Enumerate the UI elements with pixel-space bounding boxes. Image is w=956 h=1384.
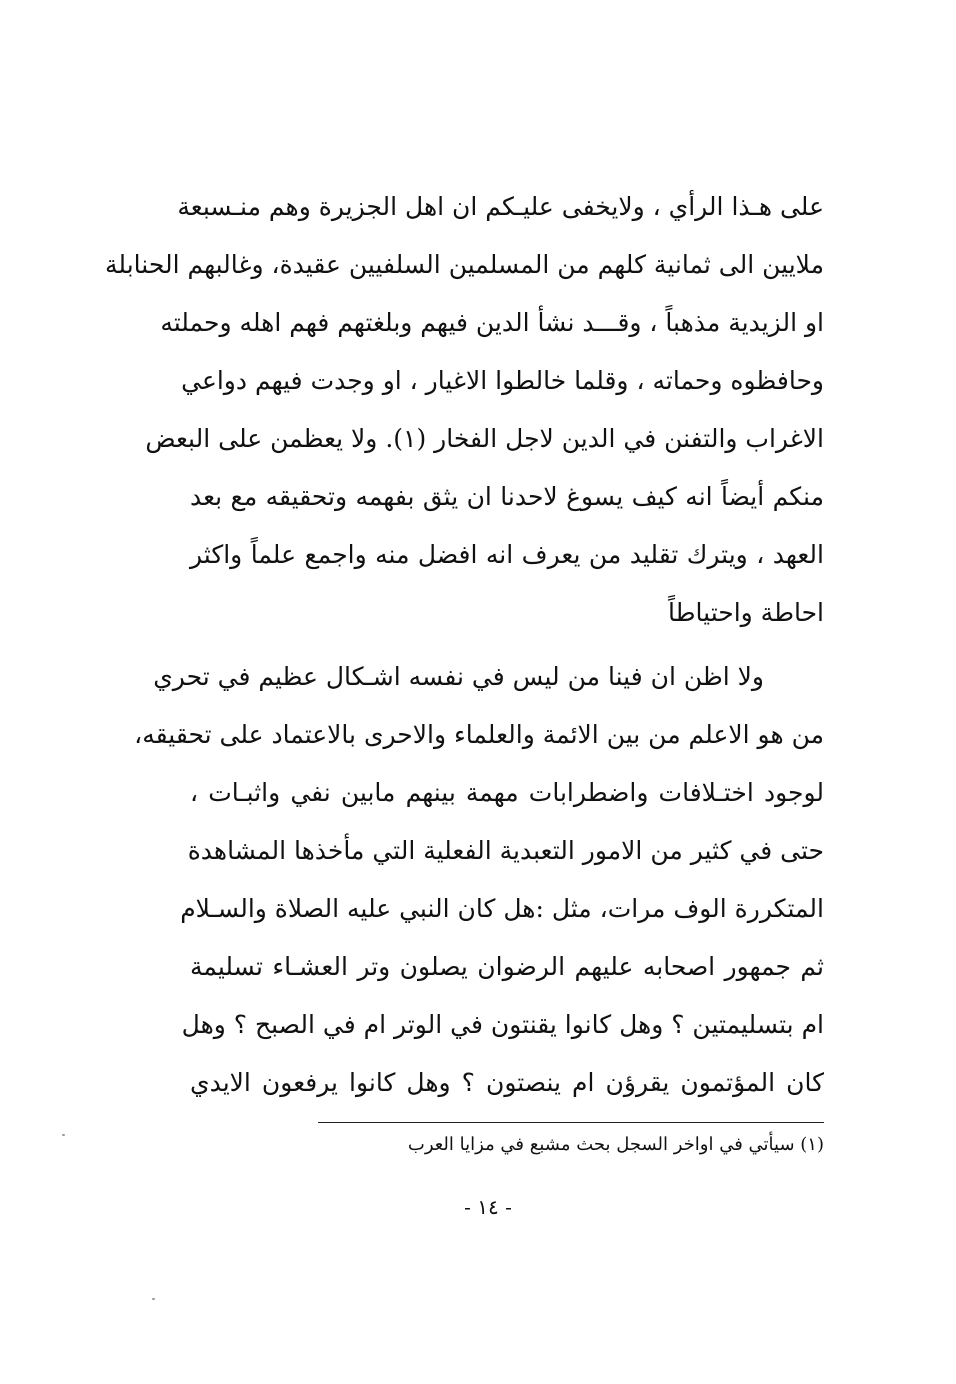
- text-line: او الزيدية مذهباً ، وقـــد نشأ الدين فيهم وبلغتهم فهم اهله وحملته: [160, 308, 824, 337]
- paragraph-2: [134, 648, 824, 1112]
- text-line: المتكررة الوف مرات، مثل :هل كان النبي عليه الصلاة والسـلام: [180, 894, 824, 923]
- text-line: على هـذا الرأي ، ولايخفى عليـكم ان اهل الجزيرة وهم منـسبعة: [177, 192, 824, 221]
- text-line: منكم أيضاً انه كيف يسوغ لاحدنا ان يثق بفهمه وتحقيقه مع بعد: [190, 482, 824, 511]
- footnote: (١) سيأتي في اواخر السجل بحث مشبع في مزايا العرب: [407, 1134, 824, 1155]
- text-line: ملايين الى ثمانية كلهم من المسلمين السلفيين عقيدة، وغالبهم الحنابلة: [105, 250, 824, 279]
- footnote-divider: [318, 1122, 824, 1123]
- text-line: ثم جمهور اصحابه عليهم الرضوان يصلون وتر العشـاء تسليمة: [190, 952, 824, 981]
- text-line: لوجود اختـلافات واضطرابات مهمة بينهم مابين نفي واثبـات ،: [190, 778, 824, 807]
- text-line: ولا اظن ان فينا من ليس في نفسه اشـكال عظيم في تحري: [153, 662, 764, 691]
- text-line: العهد ، ويترك تقليد من يعرف انه افضل منه واجمع علماً واكثر: [190, 540, 824, 569]
- scan-speck: [62, 1134, 65, 1136]
- paragraph-1: [105, 178, 824, 642]
- text-line: احاطة واحتياطاً: [668, 598, 824, 627]
- text-line: كان المؤتمون يقرؤن ام ينصتون ؟ وهل كانوا يرفعون الايدي: [190, 1068, 824, 1097]
- text-line: من هو الاعلم من بين الائمة والعلماء والاحرى بالاعتماد على تحقيقه،: [134, 720, 824, 749]
- page-number: - ١٤ -: [464, 1195, 512, 1219]
- text-line: حتى في كثير من الامور التعبدية الفعلية التي مأخذها المشاهدة: [187, 836, 824, 865]
- text-line: الاغراب والتفنن في الدين لاجل الفخار (١). ولا يعظمن على البعض: [145, 424, 824, 453]
- scan-speck: [152, 1298, 155, 1300]
- text-line: ام بتسليمتين ؟ وهل كانوا يقنتون في الوتر ام في الصبح ؟ وهل: [181, 1010, 824, 1039]
- text-line: وحافظوه وحماته ، وقلما خالطوا الاغيار ، او وجدت فيهم دواعي: [181, 366, 824, 395]
